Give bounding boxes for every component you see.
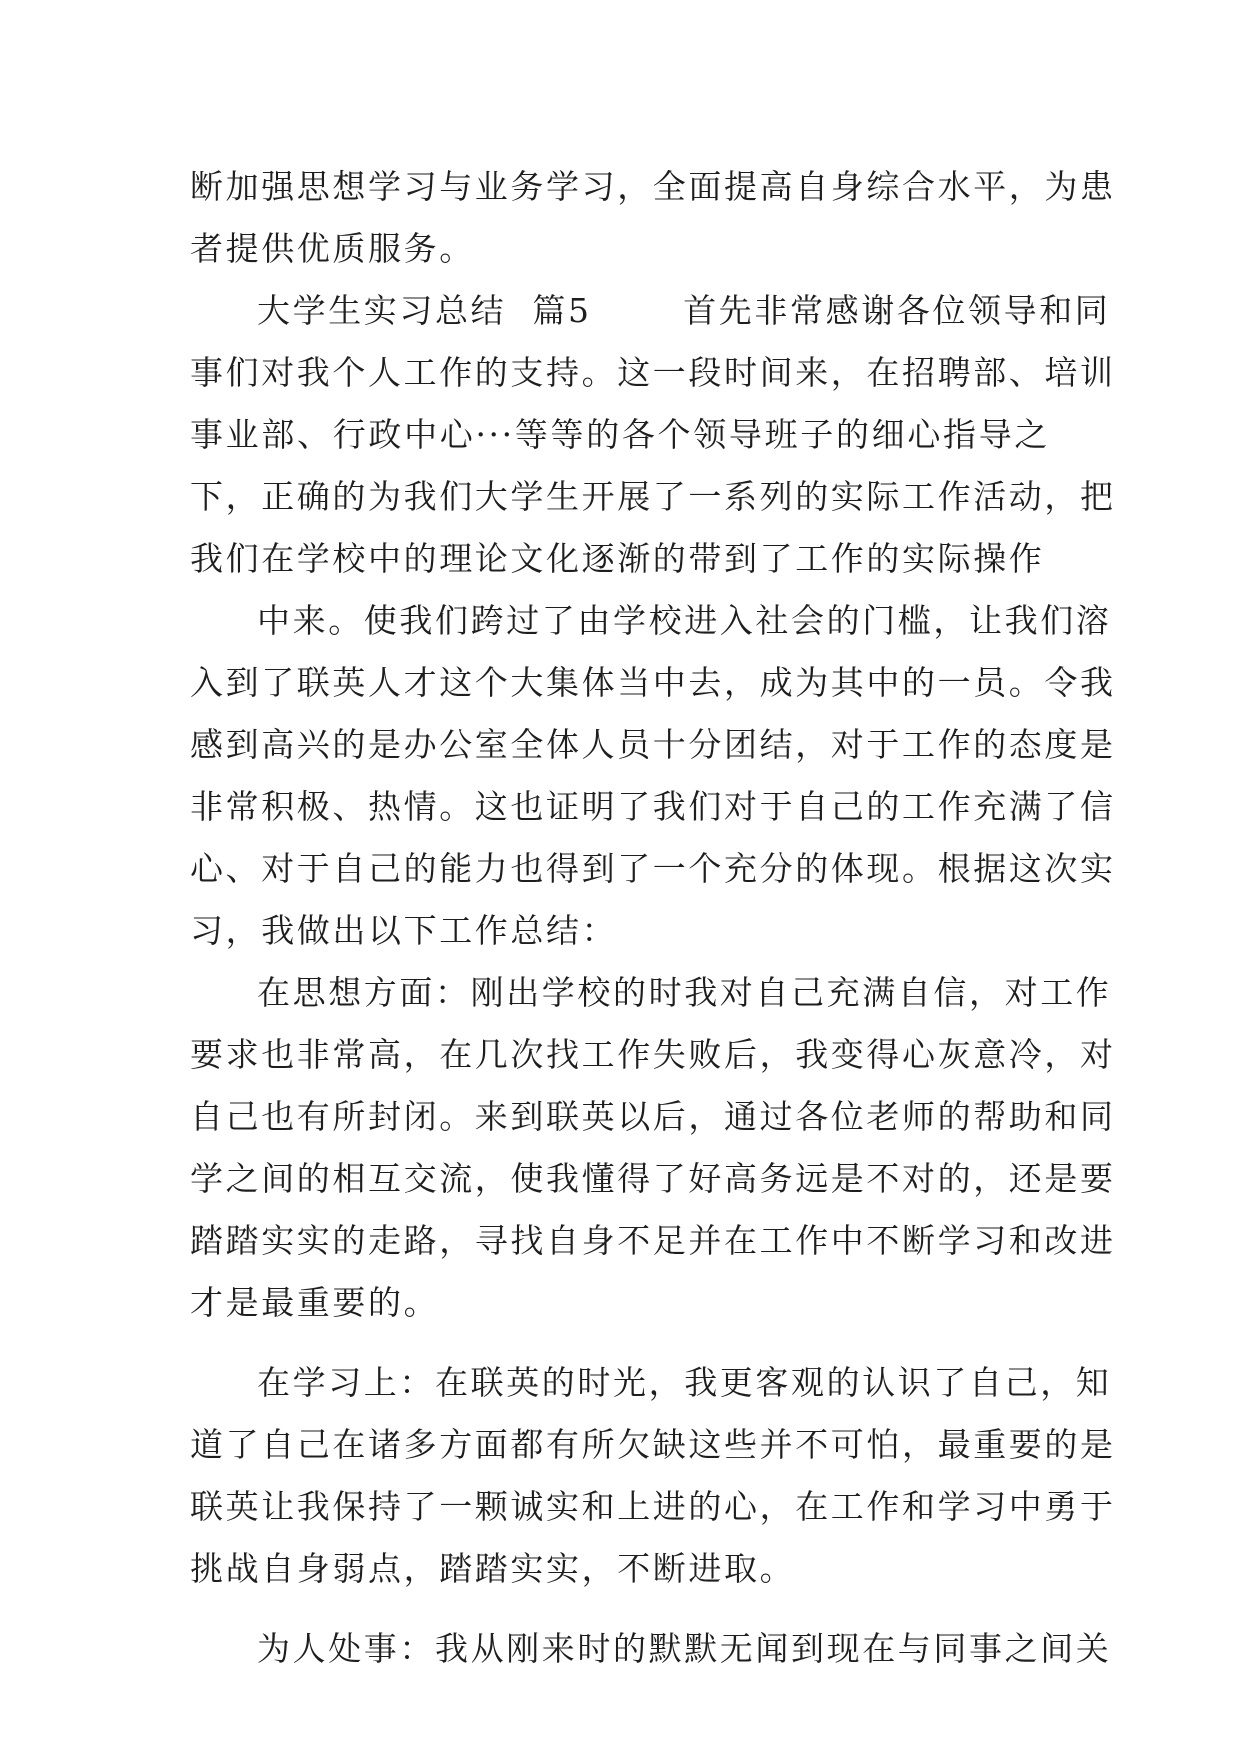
- text-line: 事们对我个人工作的支持。这一段时间来，在招聘部、培训: [190, 353, 1116, 392]
- text-line: 非常积极、热情。这也证明了我们对于自己的工作充满了信: [190, 787, 1116, 826]
- text-line: 下，正确的为我们大学生开展了一系列的实际工作活动，把: [190, 477, 1116, 516]
- text-line: 事业部、行政中心···等等的各个领导班子的细心指导之: [190, 415, 1050, 454]
- text-line: 自己也有所封闭。来到联英以后，通过各位老师的帮助和同: [190, 1097, 1116, 1136]
- section-heading-line: 大学生实习总结 篇5 首先非常感谢各位领导和同: [257, 291, 1111, 330]
- text-line: 为人处事：我从刚来时的默默无闻到现在与同事之间关: [257, 1629, 1112, 1668]
- text-line: 才是最重要的。: [190, 1283, 440, 1322]
- text-line: 心、对于自己的能力也得到了一个充分的体现。根据这次实: [190, 849, 1116, 888]
- text-line: 入到了联英人才这个大集体当中去，成为其中的一员。令我: [190, 663, 1116, 702]
- text-line: 感到高兴的是办公室全体人员十分团结，对于工作的态度是: [190, 725, 1116, 764]
- text-line: 联英让我保持了一颗诚实和上进的心，在工作和学习中勇于: [190, 1487, 1116, 1526]
- text-line: 在学习上：在联英的时光，我更客观的认识了自己，知: [257, 1363, 1112, 1402]
- text-line: 踏踏实实的走路，寻找自身不足并在工作中不断学习和改进: [190, 1221, 1116, 1260]
- text-line: 者提供优质服务。: [190, 229, 475, 268]
- text-line: 我们在学校中的理论文化逐渐的带到了工作的实际操作: [190, 539, 1045, 578]
- text-line: 要求也非常高，在几次找工作失败后，我变得心灰意冷，对: [190, 1035, 1116, 1074]
- text-line: 挑战自身弱点，踏踏实实，不断进取。: [190, 1549, 796, 1588]
- text-line: 中来。使我们跨过了由学校进入社会的门槛，让我们溶: [257, 601, 1112, 640]
- text-line: 学之间的相互交流，使我懂得了好高务远是不对的，还是要: [190, 1159, 1116, 1198]
- text-line: 在思想方面：刚出学校的时我对自己充满自信，对工作: [257, 973, 1112, 1012]
- text-line: 道了自己在诸多方面都有所欠缺这些并不可怕，最重要的是: [190, 1425, 1116, 1464]
- text-line: 习，我做出以下工作总结：: [190, 911, 618, 950]
- text-line: 断加强思想学习与业务学习，全面提高自身综合水平，为患: [190, 167, 1116, 206]
